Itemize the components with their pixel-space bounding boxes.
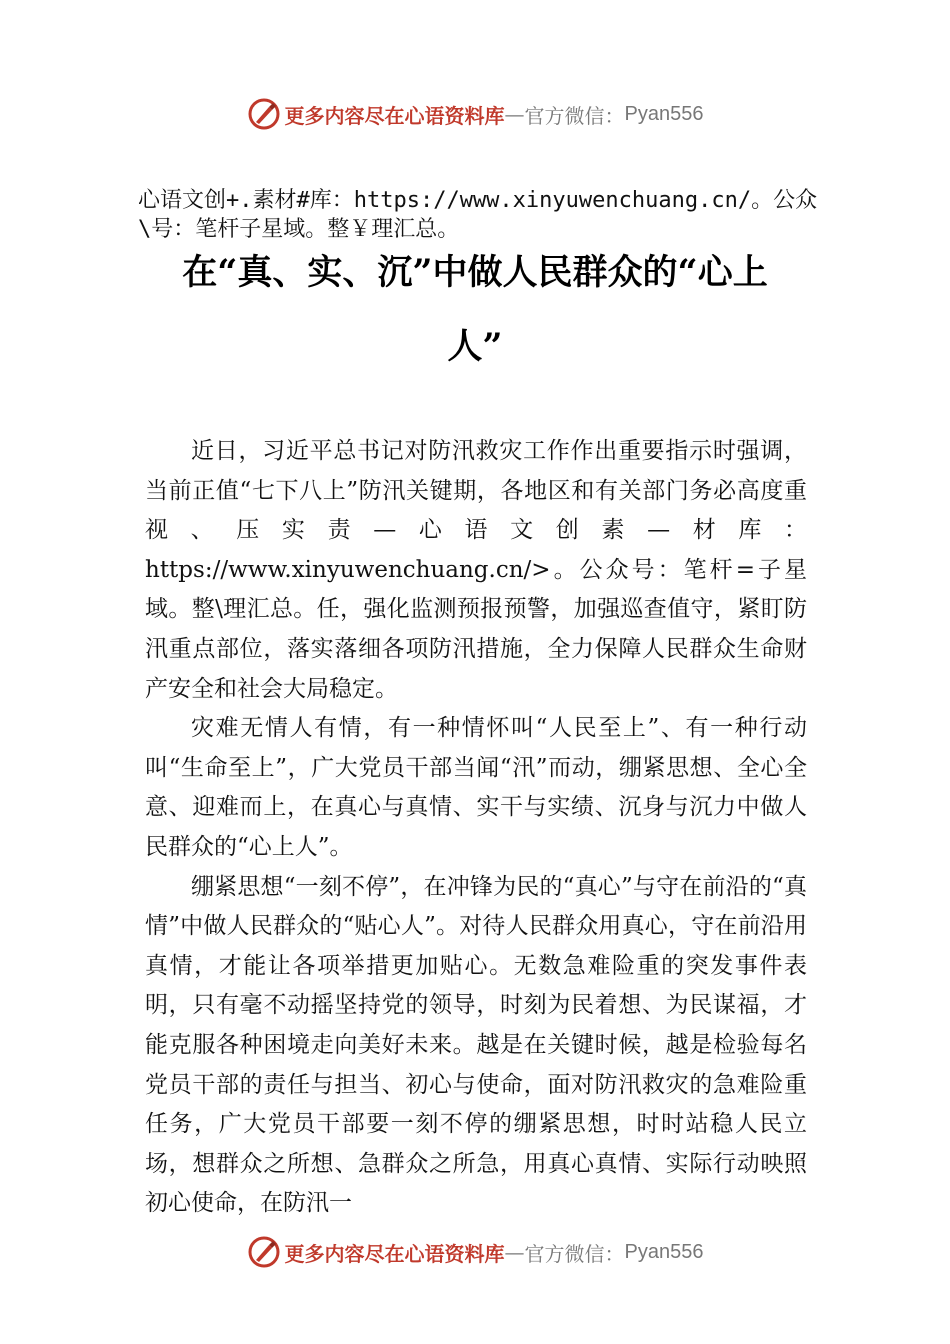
- footer-banner-text: 更多内容尽在心语资料库: [284, 1243, 505, 1266]
- footer-banner-wechat-label: 官方微信：: [524, 1241, 625, 1266]
- footer-banner-dash: —: [504, 1240, 525, 1264]
- source-note-line-1: 心语文创+.素材#库：https://www.xinyuwenchuang.cn/。公众: [138, 188, 818, 213]
- article-title: [120, 236, 830, 384]
- header-banner-wechat-id: Pyan556: [624, 102, 704, 125]
- article-paragraph-1: 近日，习近平总书记对防汛救灾工作作出重要指示时强调，当前正值“七下八上”防汛关键期，各地区和有关部门务必高度重视、压实责—心语文创素—材库：https://www.xinyuwenchuang.cn/>。公众号：笔杆=子星域。整\理汇总。任，强化监测预报预警，加强巡查值守，紧盯防汛重点部位，落实落细各项防汛措施，全力保障人民群众生命财产安全和社会大局稳定。: [145, 438, 807, 702]
- footer-banner-wechat-id: Pyan556: [624, 1240, 704, 1263]
- article-paragraph-2: 灾难无情人有情，有一种情怀叫“人民至上”、有一种行动叫“生命至上”，广大党员干部当闻“汛”而动，绷紧思想、全心全意、迎难而上，在真心与真情、实干与实绩、沉身与沉力中做人民群众的“心上人”。: [145, 715, 807, 860]
- header-watermark-banner: [0, 92, 950, 136]
- header-banner-dash: —: [504, 102, 525, 126]
- source-note-line-2: \号：笔杆子星域。整￥理汇总。: [138, 217, 460, 242]
- pen-logo-icon: [247, 1235, 281, 1269]
- header-banner-text: 更多内容尽在心语资料库: [284, 105, 505, 128]
- footer-watermark-banner: [0, 1230, 950, 1274]
- article-title-line-2: 人”: [447, 326, 503, 367]
- article-body: [145, 432, 807, 1224]
- article-paragraph-3: 绷紧思想“一刻不停”，在冲锋为民的“真心”与守在前沿的“真情”中做人民群众的“贴心人”。对待人民群众用真心，守在前沿用真情，才能让各项举措更加贴心。无数急难险重的突发事件表明，只有毫不动摇坚持党的领导，时刻为民着想、为民谋福，才能克服各种困境走向美好未来。越是在关键时候，越是检验每名党员干部的责任与担当、初心与使命，面对防汛救灾的急难险重任务，广大党员干部要一刻不停的绷紧思想，时时站稳人民立场，想群众之所想、急群众之所急，用真心真情、实际行动映照初心使命，在防汛一: [145, 873, 807, 1217]
- header-banner-wechat-label: 官方微信：: [524, 103, 625, 128]
- pen-logo-icon: [247, 97, 281, 131]
- article-title-line-1: 在“真、实、沉”中做人民群众的“心上: [182, 252, 768, 293]
